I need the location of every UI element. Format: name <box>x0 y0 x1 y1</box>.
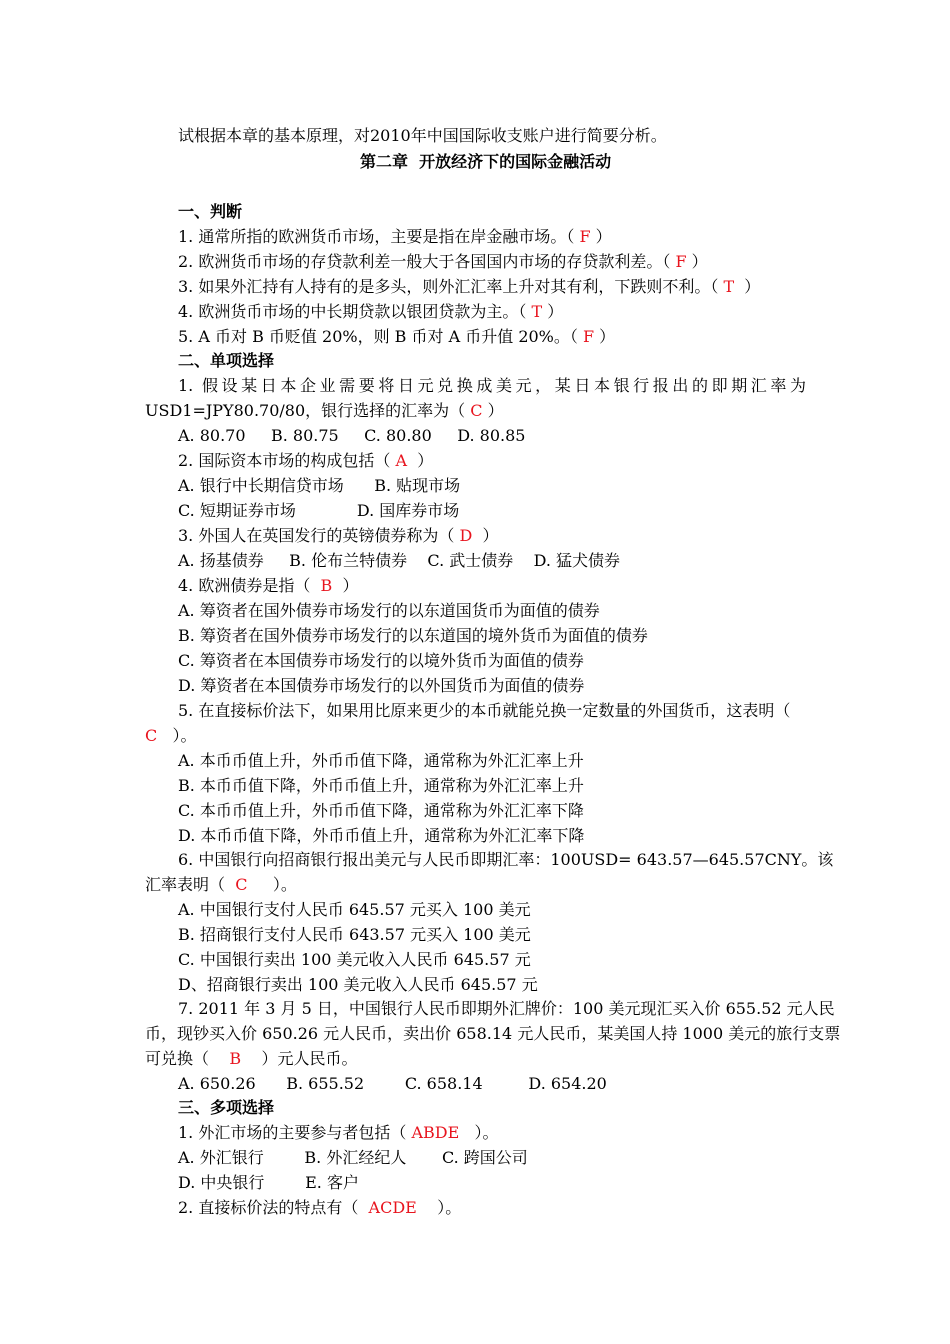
option-line: C. 中国银行卖出 100 美元收入人民币 645.57 元 <box>178 950 531 969</box>
options-line: A. 银行中长期信贷市场 B. 贴现市场 <box>178 476 461 495</box>
answer-mark: D <box>459 526 473 545</box>
question-text: 1. 假设某日本企业需要将日元兑换成美元，某日本银行报出的即期汇率为 <box>178 376 806 395</box>
option-line: D. 本币币值下降，外币币值上升，通常称为外汇汇率下降 <box>178 826 585 845</box>
question-line <box>145 1049 357 1069</box>
answer-mark: F <box>579 227 591 246</box>
question-line <box>145 726 197 746</box>
section-heading-single-choice: 二、单项选择 <box>178 351 275 370</box>
question-text: 3. 外国人在英国发行的英镑债券称为（ <box>178 526 460 545</box>
question-text: 7. 2011 年 3 月 5 日，中国银行人民币即期外汇牌价：100 美元现汇买入价 655.52 元人民 <box>178 999 835 1018</box>
question-text: 3. 如果外汇持有人持有的是多头，则外汇汇率上升对其有利，下跌则不利。（ <box>178 277 724 296</box>
question-text: 币，现钞买入价 650.26 元人民币，卖出价 658.14 元人民币，某美国人持 1000 美元的旅行支票 <box>145 1024 841 1043</box>
bracket-close: ）。 <box>459 1123 499 1142</box>
bracket-close: ）。 <box>247 875 297 894</box>
judgement-item <box>178 302 563 322</box>
options-line: A. 外汇银行 B. 外汇经纪人 C. 跨国公司 <box>178 1148 528 1167</box>
option-line: B. 本币币值下降，外币币值上升，通常称为外汇汇率上升 <box>178 776 584 795</box>
question-text: 4. 欧洲债券是指（ <box>178 576 321 595</box>
question-line <box>145 875 297 895</box>
judgement-item <box>178 327 615 347</box>
section-heading-judgement: 一、判断 <box>178 202 243 221</box>
question-text: 2. 欧洲货币市场的存贷款利差一般大于各国国内市场的存贷款利差。（ <box>178 252 676 271</box>
bracket-close: ）元人民币。 <box>241 1049 358 1068</box>
bracket-close: ） <box>482 401 504 420</box>
options-line: D. 中央银行 E. 客户 <box>178 1173 359 1192</box>
answer-mark: A <box>395 451 408 470</box>
bracket-close: ） <box>594 327 616 346</box>
intro-line: 试根据本章的基本原理，对2010年中国国际收支账户进行简要分析。 <box>178 126 667 145</box>
answer-mark: C <box>235 875 248 894</box>
answer-mark: ACDE <box>368 1198 417 1217</box>
option-line: C. 本币币值上升，外币币值下降，通常称为外汇汇率下降 <box>178 801 584 820</box>
question-text: 2. 直接标价法的特点有（ <box>178 1198 369 1217</box>
judgement-item <box>178 227 612 247</box>
question-line <box>145 401 504 421</box>
question-text: 5. A 币对 B 币贬值 20%，则 B 币对 A 币升值 20%。（ <box>178 327 583 346</box>
question-text: 5. 在直接标价法下，如果用比原来更少的本币就能兑换一定数量的外国货币，这表明（ <box>178 701 791 720</box>
question-line <box>178 451 433 471</box>
bracket-close: ）。 <box>416 1198 462 1217</box>
question-text: 6. 中国银行向招商银行报出美元与人民币即期汇率：100USD= 643.57—645.57CNY。该 <box>178 850 834 869</box>
option-line: B. 招商银行支付人民币 643.57 元买入 100 美元 <box>178 925 531 944</box>
answer-mark: C <box>470 401 483 420</box>
answer-mark: F <box>675 252 687 271</box>
options-line: C. 短期证券市场 D. 国库券市场 <box>178 501 460 520</box>
answer-mark: ABDE <box>411 1123 460 1142</box>
options-line: A. 650.26 B. 655.52 C. 658.14 D. 654.20 <box>178 1074 607 1093</box>
question-text: 汇率表明（ <box>145 875 236 894</box>
options-line: A. 扬基债券 B. 伦布兰特债券 C. 武士债券 D. 猛犬债券 <box>178 551 621 570</box>
bracket-close: ） <box>734 277 761 296</box>
chapter-title: 第二章 开放经济下的国际金融活动 <box>360 152 612 171</box>
question-text: 2. 国际资本市场的构成包括（ <box>178 451 396 470</box>
answer-mark: C <box>145 726 158 745</box>
bracket-close: ） <box>407 451 434 470</box>
bracket-close: ） <box>590 227 612 246</box>
question-text: 可兑换（ <box>145 1049 230 1068</box>
option-line: D. 筹资者在本国债券市场发行的以外国货币为面值的债券 <box>178 676 585 695</box>
question-text: 1. 通常所指的欧洲货币市场，主要是指在岸金融市场。（ <box>178 227 580 246</box>
option-line: C. 筹资者在本国债券市场发行的以境外货币为面值的债券 <box>178 651 584 670</box>
judgement-item <box>178 252 708 272</box>
answer-mark: T <box>531 302 543 321</box>
question-line <box>178 1123 499 1143</box>
question-text: 1. 外汇市场的主要参与者包括（ <box>178 1123 412 1142</box>
section-heading-multiple-choice: 三、多项选择 <box>178 1098 275 1117</box>
bracket-close: ） <box>542 302 564 321</box>
judgement-item <box>178 277 760 297</box>
option-line: B. 筹资者在国外债券市场发行的以东道国的境外货币为面值的债券 <box>178 626 648 645</box>
bracket-close: ） <box>686 252 708 271</box>
question-line <box>178 526 498 546</box>
answer-mark: B <box>320 576 333 595</box>
question-line <box>178 1198 461 1218</box>
option-line: A. 中国银行支付人民币 645.57 元买入 100 美元 <box>178 900 531 919</box>
answer-mark: B <box>229 1049 242 1068</box>
bracket-close: ）。 <box>157 726 197 745</box>
answer-mark: F <box>582 327 595 346</box>
answer-mark: T <box>723 277 735 296</box>
option-line: D、招商银行卖出 100 美元收入人民币 645.57 元 <box>178 975 538 994</box>
option-line: A. 本币币值上升，外币币值下降，通常称为外汇汇率上升 <box>178 751 584 770</box>
options-line: A. 80.70 B. 80.75 C. 80.80 D. 80.85 <box>178 426 526 445</box>
bracket-close: ） <box>332 576 359 595</box>
question-line <box>178 576 358 596</box>
bracket-close: ） <box>472 526 499 545</box>
option-line: A. 筹资者在国外债券市场发行的以东道国货币为面值的债券 <box>178 601 600 620</box>
question-text: 4. 欧洲货币市场的中长期贷款以银团贷款为主。（ <box>178 302 532 321</box>
question-text: USD1=JPY80.70/80，银行选择的汇率为（ <box>145 401 471 420</box>
